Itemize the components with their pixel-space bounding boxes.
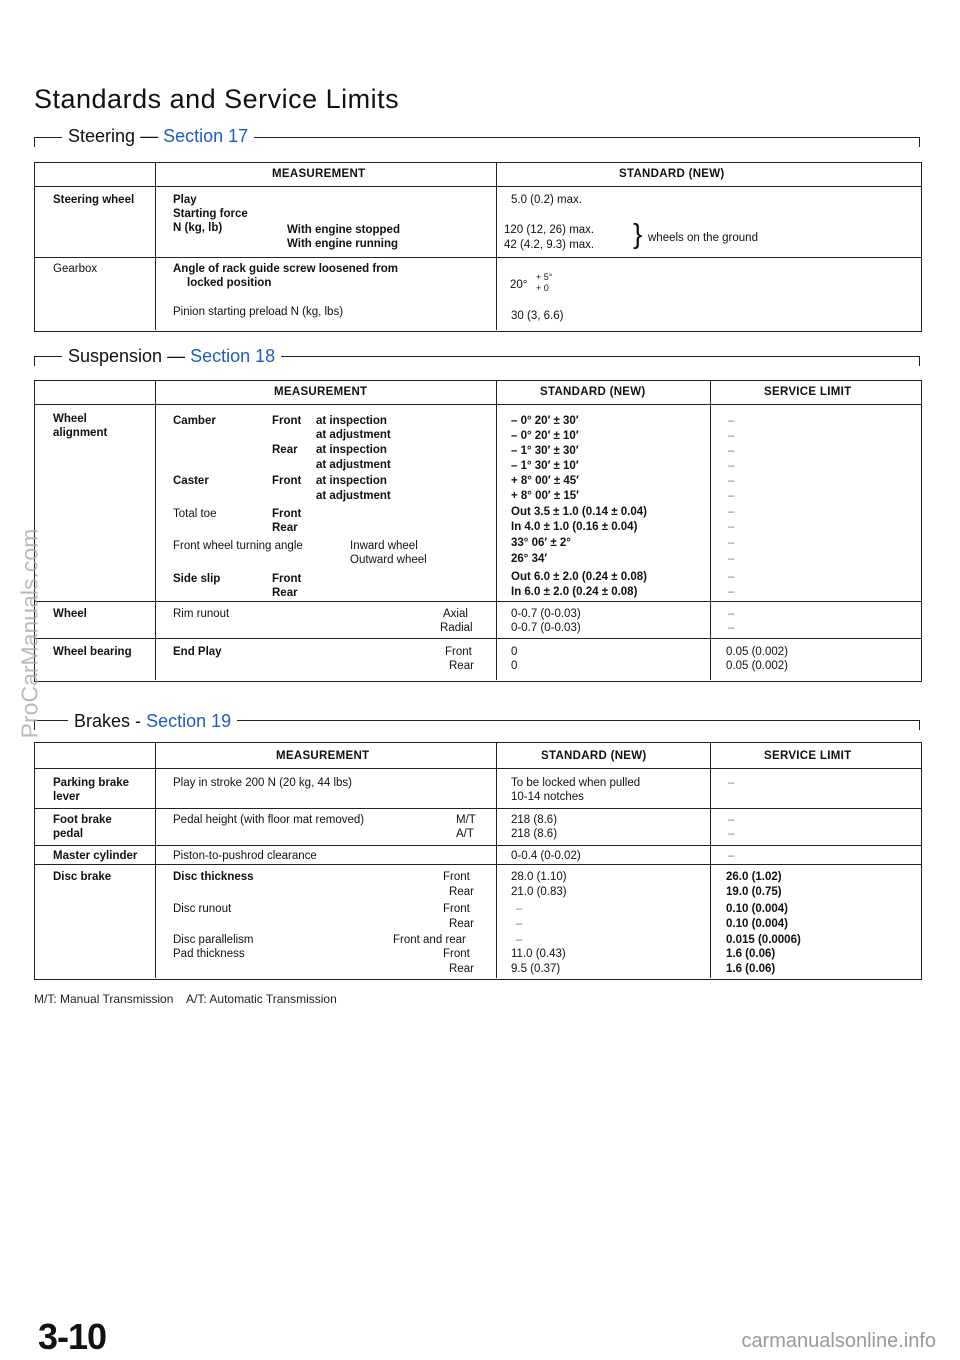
header-limit: SERVICE LIMIT: [764, 386, 852, 398]
disc-thickness-label: Disc thickness: [173, 871, 254, 883]
section-rule-tick: [919, 356, 920, 366]
wheel-label: Wheel: [53, 608, 87, 620]
header-measurement: MEASUREMENT: [272, 168, 366, 180]
end-play-label: End Play: [173, 646, 222, 658]
angle-tol-plus: + 5°: [536, 272, 553, 282]
slip-front: Front: [272, 573, 302, 585]
limit-dash: –: [728, 415, 735, 427]
section-label: Suspension: [68, 346, 163, 366]
parking-brake-label: Parking brake: [53, 777, 130, 789]
parallelism-front-rear: Front and rear: [393, 934, 466, 946]
std-value: – 1° 30′ ± 30′: [511, 445, 579, 457]
caster-inspection: at inspection: [316, 475, 387, 487]
caster-adjustment: at adjustment: [316, 490, 391, 502]
header-measurement: MEASUREMENT: [274, 386, 368, 398]
limit-dash: –: [728, 490, 735, 502]
header-rule: [34, 186, 921, 187]
camber-front-inspection: at inspection: [316, 415, 387, 427]
engine-running-label: With engine running: [287, 238, 399, 250]
header-standard: STANDARD (NEW): [619, 168, 725, 180]
header-measurement: MEASUREMENT: [276, 750, 370, 762]
std-value: – 1° 30′ ± 10′: [511, 460, 579, 472]
header-standard: STANDARD (NEW): [541, 750, 647, 762]
section-rule-tick: [919, 720, 920, 730]
starting-force-label: Starting force: [173, 208, 248, 220]
limit-value: 0.10 (0.004): [726, 918, 789, 930]
limit-dash: –: [728, 586, 735, 598]
piston-label: Piston-to-pushrod clearance: [173, 850, 317, 862]
mt-label: M/T: [456, 814, 476, 826]
radial-label: Radial: [440, 622, 473, 634]
limit-dash: –: [728, 814, 735, 826]
col-divider: [710, 380, 711, 680]
rim-runout-label: Rim runout: [173, 608, 230, 620]
section-label: Steering: [68, 126, 136, 146]
camber-rear: Rear: [272, 444, 298, 456]
rim-radial-std: 0-0.7 (0-0.03): [511, 622, 581, 634]
col-divider: [496, 380, 497, 680]
camber-front-adjustment: at adjustment: [316, 429, 391, 441]
bearing-rear: Rear: [449, 660, 474, 672]
limit-value: 0.015 (0.0006): [726, 934, 801, 946]
wheel-bearing-label: Wheel bearing: [53, 646, 132, 658]
angle-standard: 20°: [510, 279, 528, 291]
std-value: In 4.0 ± 1.0 (0.16 ± 0.04): [511, 521, 638, 533]
caster-label: Caster: [173, 475, 209, 487]
std-value: 26° 34′: [511, 553, 548, 565]
camber-rear-inspection: at inspection: [316, 444, 387, 456]
parking-std-2: 10-14 notches: [511, 791, 584, 803]
disc-brake-label: Disc brake: [53, 871, 112, 883]
header-rule: [34, 768, 921, 769]
limit-dash: –: [728, 622, 735, 634]
wheel-alignment-label: Wheel: [53, 413, 87, 425]
row-rule: [34, 845, 921, 846]
bearing-front-std: 0: [511, 646, 518, 658]
runout-rear: Rear: [449, 918, 474, 930]
col-divider: [496, 742, 497, 978]
at-label: A/T: [456, 828, 474, 840]
pad-front: Front: [443, 948, 470, 960]
thick-front: Front: [443, 871, 470, 883]
wheel-alignment-label-2: alignment: [53, 427, 108, 439]
locked-label: locked position: [187, 277, 272, 289]
play-standard: 5.0 (0.2) max.: [511, 194, 582, 206]
col-divider: [710, 742, 711, 978]
std-value: + 8° 00′ ± 45′: [511, 475, 579, 487]
toe-front: Front: [272, 508, 302, 520]
suspension-table: [34, 380, 922, 682]
std-value: In 6.0 ± 2.0 (0.24 ± 0.08): [511, 586, 638, 598]
col-divider: [496, 162, 497, 330]
slip-rear: Rear: [272, 587, 298, 599]
limit-dash: –: [728, 537, 735, 549]
inward-wheel: Inward wheel: [350, 540, 418, 552]
std-dash: –: [516, 903, 523, 915]
disc-runout-label: Disc runout: [173, 903, 232, 915]
stopped-standard: 120 (12, 26) max.: [504, 224, 595, 236]
col-divider: [155, 380, 156, 680]
running-standard: 42 (4.2, 9.3) max.: [504, 239, 595, 251]
section-link[interactable]: Section 18: [190, 346, 276, 366]
limit-dash: –: [728, 828, 735, 840]
angle-tol-minus: + 0: [536, 283, 549, 293]
total-toe-label: Total toe: [173, 508, 217, 520]
section-link[interactable]: Section 17: [163, 126, 249, 146]
steering-heading: [62, 126, 254, 147]
std-value: – 0° 20′ ± 10′: [511, 430, 579, 442]
limit-dash: –: [728, 777, 735, 789]
turning-angle-label: Front wheel turning angle: [173, 540, 303, 552]
footnote: M/T: Manual Transmission A/T: Automatic Transmission: [34, 992, 337, 1006]
row-rule: [34, 808, 921, 809]
limit-dash: –: [728, 850, 735, 862]
thick-front-std: 28.0 (1.10): [511, 871, 567, 883]
play-label: Play: [173, 194, 197, 206]
foot-brake-label-2: pedal: [53, 828, 84, 840]
std-value: Out 6.0 ± 2.0 (0.24 ± 0.08): [511, 571, 647, 583]
bearing-front: Front: [445, 646, 472, 658]
axial-label: Axial: [443, 608, 468, 620]
std-value: Out 3.5 ± 1.0 (0.14 ± 0.04): [511, 506, 647, 518]
suspension-heading: [62, 346, 281, 367]
limit-value: 26.0 (1.02): [726, 871, 782, 883]
limit-dash: –: [728, 553, 735, 565]
steering-table: [34, 162, 922, 332]
foot-brake-label: Foot brake: [53, 814, 112, 826]
limit-dash: –: [728, 445, 735, 457]
page-number: 3-10: [38, 1316, 107, 1357]
section-dash: -: [135, 711, 142, 731]
header-standard: STANDARD (NEW): [540, 386, 646, 398]
side-watermark: ProCarManuals.com: [16, 528, 43, 739]
master-cylinder-label: Master cylinder: [53, 850, 138, 862]
pedal-height-label: Pedal height (with floor mat removed): [173, 814, 365, 826]
row-rule: [34, 864, 921, 865]
rim-axial-std: 0-0.7 (0-0.03): [511, 608, 581, 620]
col-divider: [155, 162, 156, 330]
row-rule: [34, 638, 921, 639]
limit-dash: –: [728, 521, 735, 533]
play-stroke-label: Play in stroke 200 N (20 kg, 44 lbs): [173, 777, 352, 789]
bearing-rear-limit: 0.05 (0.002): [726, 660, 789, 672]
thick-rear: Rear: [449, 886, 474, 898]
pad-front-std: 11.0 (0.43): [511, 948, 566, 960]
gearbox-label: Gearbox: [53, 263, 98, 275]
limit-dash: –: [728, 460, 735, 472]
wheels-on-ground: wheels on the ground: [648, 232, 758, 244]
std-dash: –: [516, 918, 523, 930]
bearing-front-limit: 0.05 (0.002): [726, 646, 789, 658]
section-rule-tick: [34, 356, 35, 366]
steering-wheel-label: Steering wheel: [53, 194, 135, 206]
section-dash: —: [167, 346, 186, 366]
outward-wheel: Outward wheel: [350, 554, 427, 566]
pinion-standard: 30 (3, 6.6): [511, 310, 564, 322]
piston-std: 0-0.4 (0-0.02): [511, 850, 581, 862]
parking-std-1: To be locked when pulled: [511, 777, 641, 789]
section-label: Brakes: [74, 711, 131, 731]
disc-parallelism-label: Disc parallelism: [173, 934, 254, 946]
limit-value: 1.6 (0.06): [726, 963, 776, 975]
limit-dash: –: [728, 475, 735, 487]
std-value: – 0° 20′ ± 30′: [511, 415, 579, 427]
caster-front: Front: [272, 475, 302, 487]
angle-label: Angle of rack guide screw loosened from: [173, 263, 398, 275]
std-value: + 8° 00′ ± 15′: [511, 490, 579, 502]
row-rule: [34, 257, 921, 258]
limit-dash: –: [728, 571, 735, 583]
section-rule-tick: [34, 137, 35, 147]
parking-brake-label-2: lever: [53, 791, 80, 803]
row-rule: [34, 601, 921, 602]
brace-icon: }: [633, 218, 643, 249]
limit-value: 19.0 (0.75): [726, 886, 782, 898]
toe-rear: Rear: [272, 522, 298, 534]
col-divider: [155, 742, 156, 978]
section-rule-tick: [919, 137, 920, 147]
pad-rear-std: 9.5 (0.37): [511, 963, 561, 975]
camber-rear-adjustment: at adjustment: [316, 459, 391, 471]
std-value: 33° 06′ ± 2°: [511, 537, 571, 549]
side-slip-label: Side slip: [173, 573, 221, 585]
pedal-mt-std: 218 (8.6): [511, 814, 558, 826]
header-limit: SERVICE LIMIT: [764, 750, 852, 762]
bottom-watermark: carmanualsonline.info: [741, 1330, 936, 1352]
page-title: Standards and Service Limits: [34, 84, 400, 114]
pad-rear: Rear: [449, 963, 474, 975]
camber-label: Camber: [173, 415, 216, 427]
section-link[interactable]: Section 19: [146, 711, 232, 731]
section-dash: —: [140, 126, 159, 146]
runout-front: Front: [443, 903, 470, 915]
thick-rear-std: 21.0 (0.83): [511, 886, 567, 898]
bearing-rear-std: 0: [511, 660, 518, 672]
limit-dash: –: [728, 506, 735, 518]
limit-value: 0.10 (0.004): [726, 903, 789, 915]
limit-value: 1.6 (0.06): [726, 948, 776, 960]
engine-stopped-label: With engine stopped: [287, 224, 400, 236]
pad-thickness-label: Pad thickness: [173, 948, 245, 960]
brakes-heading: [68, 711, 237, 732]
pedal-at-std: 218 (8.6): [511, 828, 558, 840]
limit-dash: –: [728, 608, 735, 620]
n-kg-lb-label: N (kg, lb): [173, 222, 223, 234]
std-dash: –: [516, 934, 523, 946]
limit-dash: –: [728, 430, 735, 442]
camber-front: Front: [272, 415, 302, 427]
header-rule: [34, 404, 921, 405]
pinion-label: Pinion starting preload N (kg, lbs): [173, 306, 344, 318]
